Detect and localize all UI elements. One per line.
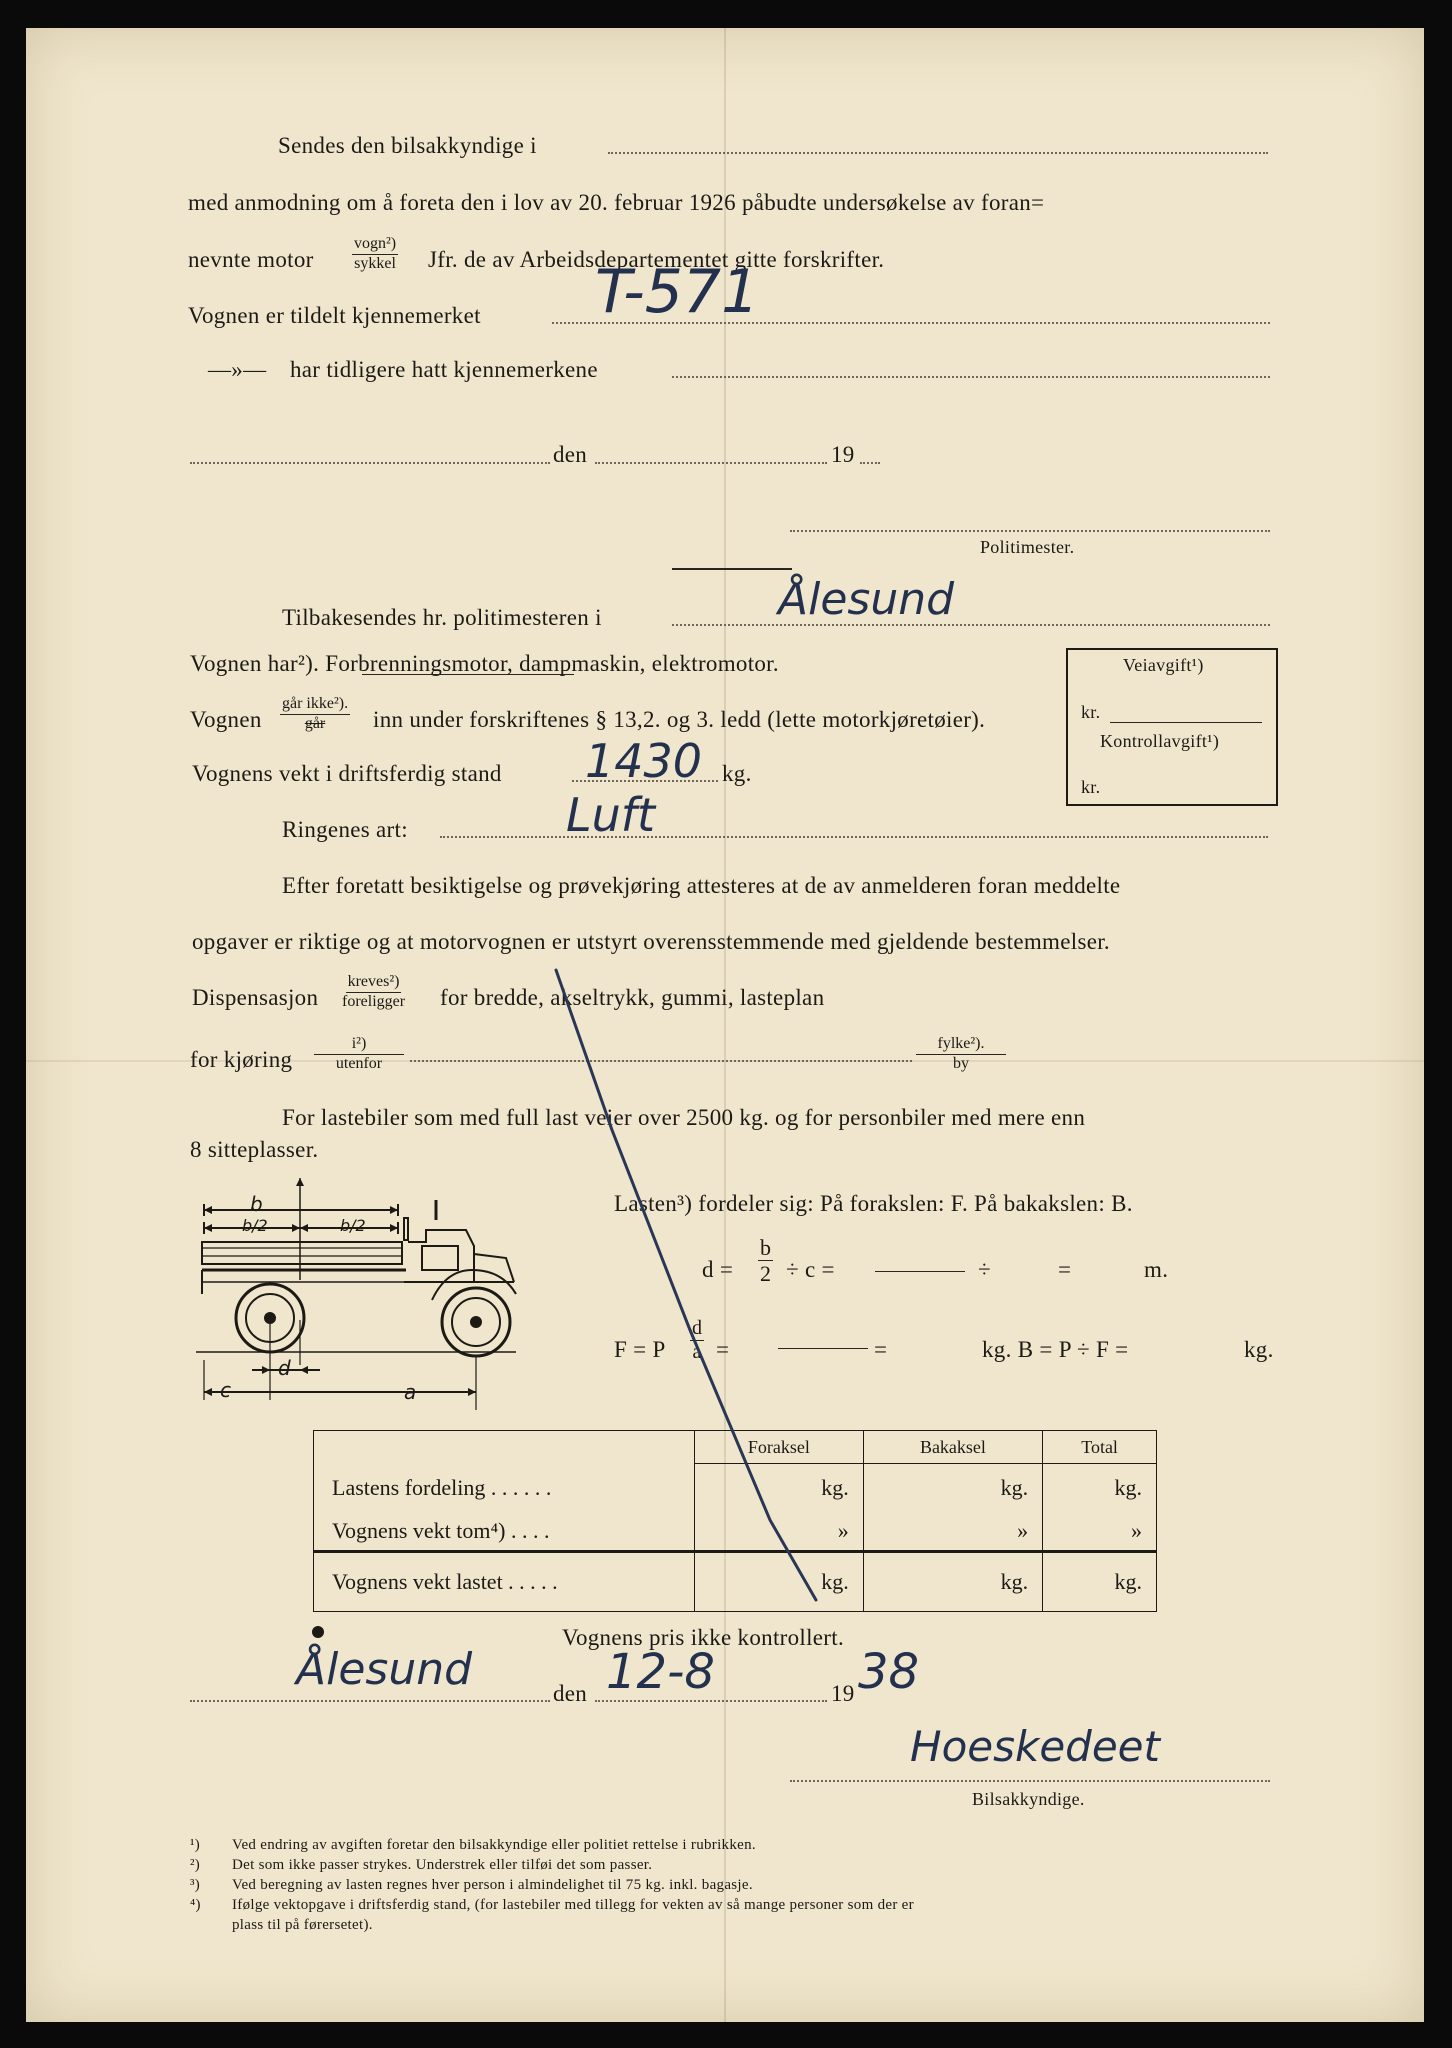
frac-gar-ikke: går ikke²).	[280, 696, 350, 715]
frac-gar: går	[304, 714, 326, 732]
footnote-4-mark: ⁴)	[190, 1897, 201, 1913]
frac-utenfor: utenfor	[335, 1054, 383, 1072]
frac-kreves: kreves²)	[346, 974, 402, 993]
frac-i: i²)	[314, 1036, 404, 1055]
tildelt-text: Vognen er tildelt kjennemerket	[188, 303, 481, 328]
diagram-label-d: d	[278, 1356, 291, 1380]
footer-year-handwritten: 38	[858, 1644, 920, 1700]
cell-lastet-foraksel[interactable]: kg.	[695, 1552, 864, 1612]
equals-sign: =	[1058, 1257, 1072, 1282]
m-unit: m.	[1144, 1257, 1169, 1282]
footnote-2-mark: ²)	[190, 1857, 201, 1873]
row-label-tom: Vognens vekt tom⁴) . . . .	[314, 1512, 695, 1552]
cell-tom-bakaksel[interactable]: »	[863, 1512, 1042, 1552]
lastebiler-text-2: 8 sitteplasser.	[190, 1137, 319, 1162]
frac-by: by	[953, 1054, 969, 1072]
footer-den-label: den	[553, 1681, 588, 1706]
cell-lastet-total[interactable]: kg.	[1043, 1552, 1157, 1612]
sendes-text: Sendes den bilsakkyndige i	[278, 133, 537, 158]
frac-foreligger: foreligger	[342, 992, 406, 1010]
frac-d: d	[692, 1317, 702, 1339]
footnote-4-continued: plass til på førersetet).	[232, 1917, 373, 1933]
tilbakesendes-text: Tilbakesendes hr. politimesteren i	[282, 605, 602, 630]
jfr-text: Jfr. de av Arbeidsdepartementet gitte forskrifter.	[428, 247, 885, 272]
lastebiler-text-1: For lastebiler som med full last veier over 2500 kg. og for personbiler med mere enn	[282, 1105, 1086, 1130]
cell-lastet-bakaksel[interactable]: kg.	[863, 1552, 1042, 1612]
diagram-label-b-half-right: b/2	[340, 1216, 366, 1235]
efter-text-1: Efter foretatt besiktigelse og prøvekjøring attesteres at de av anmelderen foran meddelte	[282, 873, 1121, 898]
d-equals: d =	[702, 1257, 734, 1282]
den-label: den	[553, 442, 588, 467]
footer-place-handwritten: Ålesund	[296, 1644, 473, 1695]
vekt-text: Vognens vekt i driftsferdig stand	[192, 761, 502, 786]
politimester-label: Politimester.	[980, 537, 1075, 557]
ditto-mark: —»—	[208, 357, 267, 382]
cell-lastens-bakaksel[interactable]: kg.	[863, 1464, 1042, 1512]
year-label: 19	[831, 442, 855, 467]
row-label-lastet: Vognens vekt lastet . . . . .	[314, 1552, 695, 1612]
vekt-kg-label: kg.	[722, 761, 752, 786]
lasten-text: Lasten³) fordeler sig: På forakslen: F. På bakakslen: B.	[614, 1191, 1133, 1216]
cell-tom-foraksel[interactable]: »	[695, 1512, 864, 1552]
dispensasjon-label: Dispensasjon	[192, 985, 319, 1010]
vekt-handwritten: 1430	[585, 734, 703, 788]
frac-a: a	[692, 1341, 702, 1363]
header-bakaksel: Bakaksel	[863, 1431, 1042, 1464]
diagram-label-b-half-left: b/2	[242, 1216, 268, 1235]
vognen-har-text: Vognen har²). Forbrenningsmotor, dampmaskin, elektromotor.	[190, 651, 779, 676]
frac-2: 2	[760, 1261, 771, 1287]
equals-sign-3: =	[874, 1337, 888, 1362]
kg-end: kg.	[1244, 1337, 1274, 1362]
tilbakesendes-handwritten: Ålesund	[778, 574, 955, 625]
veiavgift-label: Veiavgift¹)	[1123, 655, 1204, 675]
for-kjoring-label: for kjøring	[190, 1047, 293, 1072]
frac-vogn: vogn²)	[352, 236, 398, 255]
anmodning-text: med anmodning om å foreta den i lov av 20. februar 1926 påbudte undersøkelse av foran=	[188, 190, 1045, 215]
frac-sykkel: sykkel	[354, 254, 396, 272]
ringenes-text: Ringenes art:	[282, 817, 408, 842]
dispensasjon-rest: for bredde, akseltrykk, gummi, lasteplan	[440, 985, 825, 1010]
header-foraksel: Foraksel	[695, 1431, 864, 1464]
cell-lastens-foraksel[interactable]: kg.	[695, 1464, 864, 1512]
header-total: Total	[1043, 1431, 1157, 1464]
footnote-2-text: Det som ikke passer strykes. Understrek eller tilføi det som passer.	[232, 1857, 653, 1873]
frac-b: b	[760, 1235, 771, 1260]
frac-fylke: fylke²).	[916, 1036, 1006, 1055]
veiavgift-kr: kr.	[1081, 702, 1101, 722]
pris-text: Vognens pris ikke kontrollert.	[562, 1625, 844, 1650]
inn-under-text: inn under forskriftenes § 13,2. og 3. ledd (lette motorkjøretøier).	[373, 707, 986, 732]
vognen-label: Vognen	[190, 707, 262, 732]
footnote-3-text: Ved beregning av lasten regnes hver person i almindelighet til 75 kg. inkl. bagasje.	[232, 1877, 753, 1893]
minus-sign: ÷	[978, 1257, 991, 1282]
diagram-label-c: c	[220, 1378, 231, 1402]
footer-date-handwritten: 12-8	[606, 1644, 715, 1700]
cell-lastens-total[interactable]: kg.	[1043, 1464, 1157, 1512]
footnote-4-text: Ifølge vektopgave i driftsferdig stand, (for lastebiler med tillegg for vekten av så mange personer som der er	[232, 1897, 914, 1913]
footer-year-prefix: 19	[831, 1681, 855, 1706]
footnote-3-mark: ³)	[190, 1877, 201, 1893]
ringenes-handwritten: Luft	[566, 788, 656, 842]
kjennemerke-handwritten: T-571	[595, 257, 760, 327]
diagram-label-a: a	[404, 1380, 417, 1404]
footnote-1-mark: ¹)	[190, 1837, 201, 1853]
row-label-lastens: Lastens fordeling . . . . . .	[314, 1464, 695, 1512]
kontrollavgift-kr: kr.	[1081, 777, 1101, 797]
bilsakkyndige-signature: Hoeskedeet	[910, 1722, 1160, 1771]
diagram-label-b: b	[250, 1192, 263, 1216]
cell-tom-total[interactable]: »	[1043, 1512, 1157, 1552]
tidligere-text: har tidligere hatt kjennemerkene	[290, 357, 598, 382]
equals-sign-2: =	[716, 1337, 730, 1362]
minus-c-equals: ÷ c =	[786, 1257, 835, 1282]
nevnte-text: nevnte motor	[188, 247, 314, 272]
bilsakkyndige-label: Bilsakkyndige.	[972, 1789, 1085, 1809]
footnote-1-text: Ved endring av avgiften foretar den bilsakkyndige eller politiet rettelse i rubrikken.	[232, 1837, 756, 1853]
f-equals-p: F = P	[614, 1337, 666, 1362]
efter-text-2: opgaver er riktige og at motorvognen er utstyrt overensstemmende med gjeldende bestemmelser.	[192, 929, 1110, 954]
kg-b-formula: kg. B = P ÷ F =	[982, 1337, 1129, 1362]
kontrollavgift-label: Kontrollavgift¹)	[1100, 731, 1220, 751]
